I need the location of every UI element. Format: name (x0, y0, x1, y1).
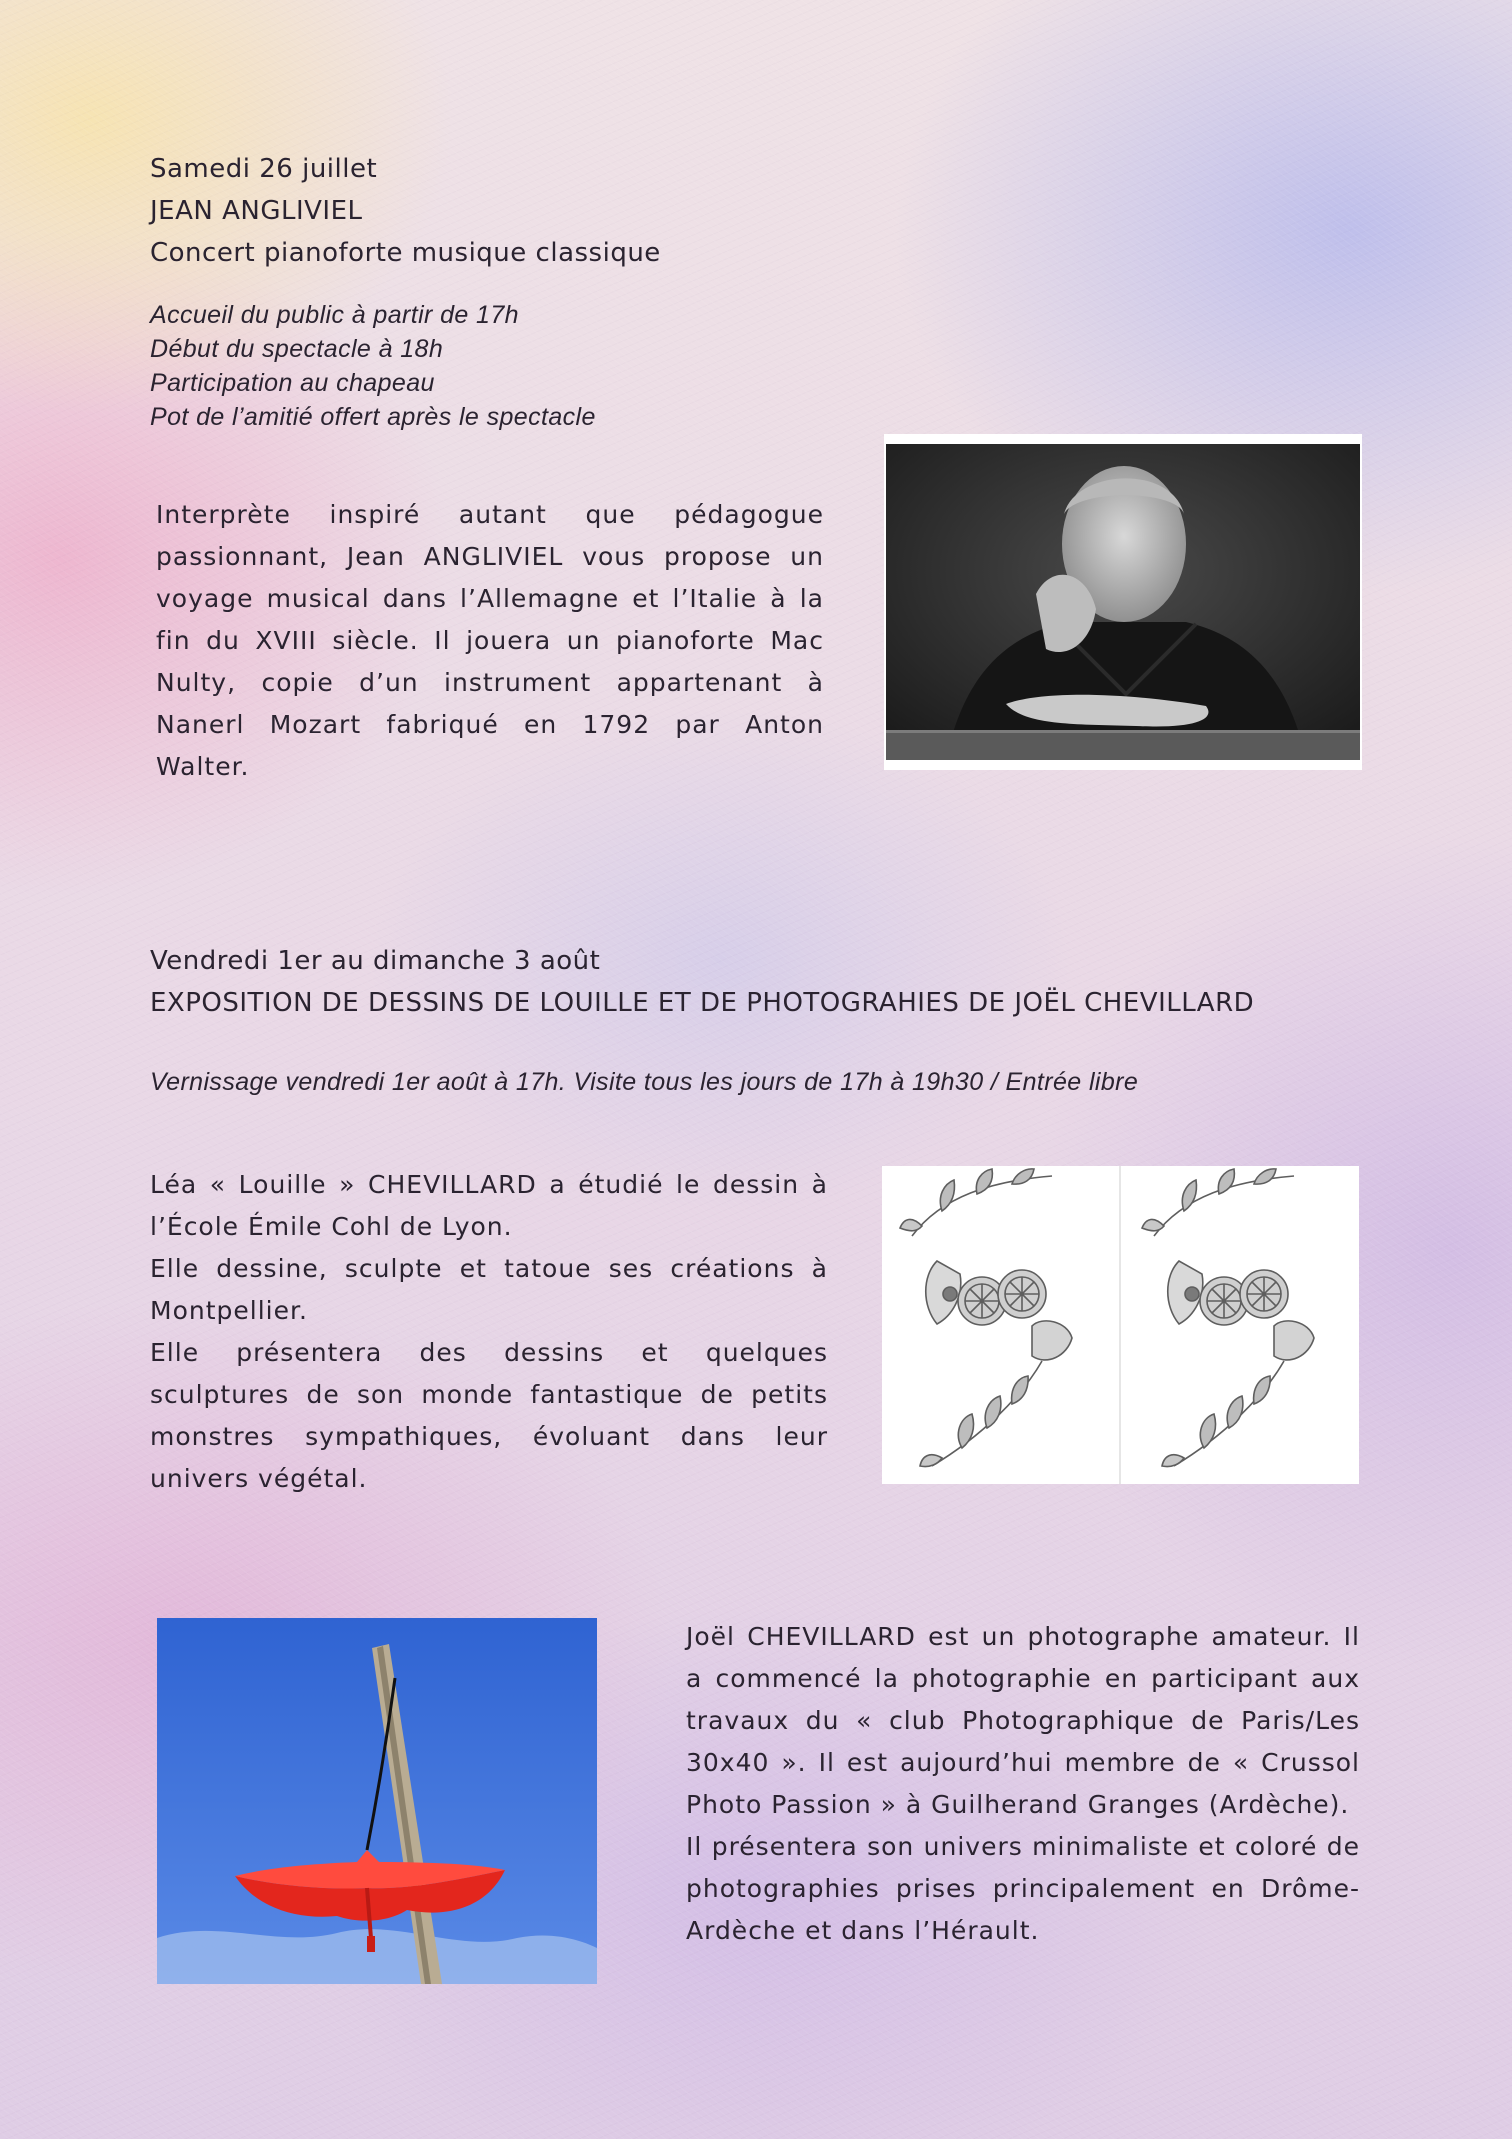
event2-date: Vendredi 1er au dimanche 3 août (150, 946, 601, 976)
event1-detail-start: Début du spectacle à 18h (150, 335, 444, 363)
louille-description (150, 1164, 828, 1500)
event1-date: Samedi 26 juillet (150, 154, 378, 184)
event1-detail-drink: Pot de l’amitié offert après le spectacle (150, 403, 596, 431)
umbrella-photo (157, 1618, 597, 1984)
joel-description (686, 1616, 1360, 1952)
joel-paragraph-exhibit: Il présentera son univers minimaliste et coloré de photographies prises principalement en Drôme-Ardèche et dans l’Hérault. (686, 1832, 1360, 1945)
event1-title: Concert pianoforte musique classique (150, 238, 661, 268)
event1-detail-opening: Accueil du public à partir de 17h (150, 301, 519, 329)
joel-paragraph-bio: Joël CHEVILLARD est un photographe amateur. Il a commencé la photographie en participant aux travaux du « club Photographique de Paris/Les 30x40 ». Il est aujourd’hui membre de « Crussol Photo Passion » à Guilherand Granges (Ardèche). (686, 1622, 1360, 1819)
event1-description: Interprète inspiré autant que pédagogue passionnant, Jean ANGLIVIEL vous propose un voyage musical dans l’Allemagne et l’Italie à la fin du XVIII siècle. Il jouera un pianoforte Mac Nulty, copie d’un instrument appartenant à Nanerl Mozart fabriqué en 1792 par Anton Walter. (156, 500, 824, 781)
louille-paragraph-study: Léa « Louille » CHEVILLARD a étudié le dessin à l’École Émile Cohl de Lyon. (150, 1170, 828, 1241)
event1-detail-participation: Participation au chapeau (150, 369, 435, 397)
drawings-image (882, 1166, 1359, 1484)
event1-artist: JEAN ANGLIVIEL (150, 196, 363, 226)
event2-vernissage: Vernissage vendredi 1er août à 17h. Visite tous les jours de 17h à 19h30 / Entrée libre (150, 1068, 1139, 1096)
louille-paragraph-exhibit: Elle présentera des dessins et quelques sculptures de son monde fantastique de petits monstres sympathiques, évoluant dans leur univers végétal. (150, 1338, 828, 1493)
portrait-photo (884, 434, 1362, 770)
event2-title: EXPOSITION DE DESSINS DE LOUILLE ET DE PHOTOGRAHIES DE JOËL CHEVILLARD (150, 988, 1255, 1018)
louille-paragraph-work: Elle dessine, sculpte et tatoue ses créations à Montpellier. (150, 1254, 828, 1325)
